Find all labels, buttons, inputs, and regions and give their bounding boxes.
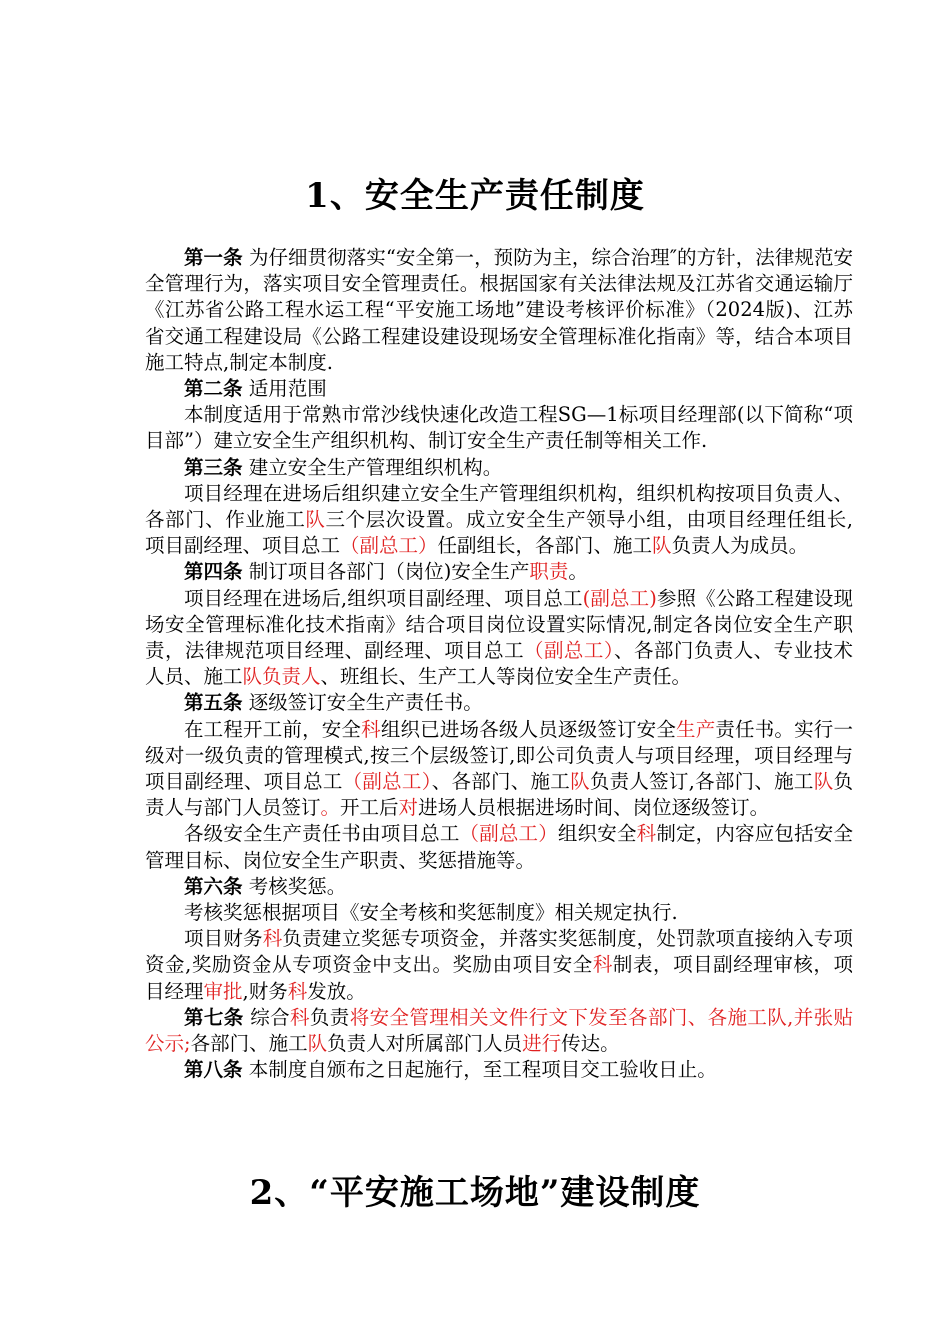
- paragraph-text: 参照《公路工程建设现场安全管理标准化技术指南》结合项目岗位设置实际情况,制定各岗位安全生产职责，法律规范项目经理、副经理、项目总工: [145, 586, 853, 663]
- highlighted-text: 队: [813, 770, 834, 794]
- highlighted-text: 队: [570, 770, 590, 794]
- paragraph-text: 制表，项目副经理审核，项目经理: [145, 953, 853, 1003]
- highlighted-text: 科: [592, 953, 613, 977]
- paragraph-text: 综合: [243, 1005, 291, 1029]
- paragraph-text: 负责: [309, 1005, 350, 1029]
- paragraph-text: 适用范围: [242, 377, 327, 401]
- article-number: 第六条: [184, 874, 243, 898]
- paragraph-text: 进场人员根据进场时间、岗位逐级签订。: [418, 796, 770, 820]
- document-title: 1、安全生产责任制度: [305, 176, 645, 216]
- highlighted-text: 进行: [522, 1032, 562, 1056]
- paragraph-text: 负责人为成员。: [671, 534, 809, 558]
- paragraph: [145, 245, 853, 376]
- paragraph: [145, 690, 853, 716]
- paragraph-text: 负责人与部门人员签订: [145, 770, 853, 820]
- paragraph-text: 项目财务: [184, 927, 263, 951]
- paragraph-text: 负责人签订,各部门、施工: [589, 770, 814, 794]
- highlighted-text: 科: [290, 1005, 310, 1029]
- highlighted-text: 队: [652, 534, 672, 558]
- highlighted-text: （副总工）: [342, 770, 432, 794]
- paragraph-text: 考核奖惩。: [242, 874, 347, 898]
- highlighted-text: 审批: [203, 979, 243, 1003]
- highlighted-text: 科: [287, 979, 308, 1003]
- paragraph-text: 项目经理在进场后,组织项目副经理、项目总工: [184, 586, 583, 610]
- highlighted-text: 队: [305, 508, 326, 532]
- article-number: 第三条: [184, 455, 243, 479]
- paragraph: [145, 559, 853, 585]
- highlighted-text: 生产: [676, 717, 716, 741]
- paragraph-text: 。: [568, 560, 588, 584]
- highlighted-text: 将安全管理相关文件行文下发至各部门、各施工队,并张贴公示;: [145, 1005, 853, 1056]
- paragraph-text: 、班组长、生产工人等岗位安全生产责任。: [320, 665, 692, 689]
- paragraph-text: 制订项目各部门（岗位)安全生产: [242, 560, 530, 584]
- paragraph-text: 各部门、施工: [190, 1032, 308, 1056]
- paragraph-text: 逐级签订安全生产责任书。: [242, 691, 483, 715]
- paragraph: [145, 376, 853, 402]
- highlighted-text: (副总工): [582, 586, 657, 610]
- paragraph-text: 负责建立奖惩专项资金，并落实奖惩制度，处罚款项直接纳入专项资金,奖励资金从专项资金中支出。奖励由项目安全: [145, 927, 853, 977]
- highlighted-text: 队负责人: [242, 665, 321, 689]
- highlighted-text: 职责: [529, 560, 569, 584]
- paragraph-text: 建立安全生产管理组织机构。: [242, 455, 503, 479]
- paragraph-text: 为仔细贯彻落实“安全第一，预防为主，综合治理″的方针，法律规范安全管理行为，落实项目安全管理责任。根据国家有关法律法规及江苏省交通运输厅《江苏省公路工程水运工程“平安施工场地”建设考核评价标准》（2024版)、江苏省交通工程建设局《公路工程建设建设现场安全管理标准化指南》等，结合本项目施工特点,制定本制度.: [145, 246, 853, 374]
- paragraph-text: 各级安全生产责任书由项目总工: [184, 822, 460, 846]
- paragraph: [145, 874, 853, 900]
- paragraph-text: 三个层次设置。成立安全生产领导小组，由项目经理任组长,项目副经理、项目总工: [145, 508, 853, 558]
- highlighted-text: 科: [636, 822, 657, 846]
- paragraph: [145, 821, 853, 873]
- paragraph: [145, 1005, 853, 1057]
- article-number: 第一条: [184, 246, 243, 269]
- paragraph-text: 发放。: [307, 979, 366, 1003]
- paragraph-text: 在工程开工前，安全: [184, 717, 362, 741]
- paragraph-text: 考核奖惩根据项目《安全考核和奖惩制度》相关规定执行.: [184, 901, 678, 925]
- paragraph: [145, 455, 853, 481]
- paragraph: [145, 926, 853, 1005]
- article-number: 第五条: [184, 691, 243, 715]
- paragraph-text: 传达。: [561, 1032, 620, 1056]
- document-body: [145, 245, 853, 1084]
- paragraph: [145, 900, 853, 926]
- highlighted-text: 。: [320, 796, 341, 820]
- article-number: 第八条: [184, 1058, 243, 1082]
- paragraph-text: 项目经理在进场后组织建立安全生产管理组织机构，组织机构按项目负责人、各部门、作业施工: [145, 481, 853, 532]
- article-number: 第四条: [184, 560, 243, 584]
- paragraph: [145, 402, 853, 454]
- paragraph: [145, 1057, 853, 1083]
- article-number: 第七条: [184, 1005, 244, 1029]
- paragraph-text: 本制度自颁布之日起施行，至工程项目交工验收日止。: [242, 1058, 717, 1082]
- paragraph-text: 开工后: [340, 796, 399, 820]
- highlighted-text: 科: [361, 717, 381, 741]
- paragraph-text: 、各部门、施工: [431, 770, 571, 794]
- paragraph-text: 制定，内容应包括安全管理目标、岗位安全生产职责、奖惩措施等。: [145, 822, 853, 872]
- paragraph-text: 本制度适用于常熟市常沙线快速化改造工程SG—1标项目经理部(以下简称“项目部”）建立安全生产组织机构、制订安全生产责任制等相关工作.: [145, 403, 853, 453]
- next-section-title: 2、“平安施工场地”建设制度: [249, 1173, 701, 1213]
- paragraph-text: 组织已进场各级人员逐级签订安全: [380, 717, 677, 741]
- paragraph-text: 任副组长，各部门、施工: [437, 534, 653, 558]
- highlighted-text: （副总工）: [340, 534, 438, 558]
- paragraph-text: 、各部门负责人、专业技术人员、施工: [145, 639, 853, 689]
- paragraph-text: ,财务: [242, 979, 288, 1003]
- highlighted-text: （副总工）: [524, 639, 615, 663]
- paragraph: [145, 586, 853, 691]
- paragraph-text: 负责人对所属部门人员: [327, 1032, 523, 1056]
- paragraph-text: 组织安全: [557, 822, 637, 846]
- highlighted-text: 对: [398, 796, 419, 820]
- highlighted-text: （副总工）: [459, 822, 558, 846]
- paragraph: [145, 481, 853, 560]
- highlighted-text: 科: [262, 927, 283, 951]
- highlighted-text: 队: [307, 1032, 328, 1056]
- article-number: 第二条: [184, 377, 243, 401]
- paragraph: [145, 717, 853, 822]
- paragraph-text: 责任书。实行一级对一级负责的管理模式,按三个层级签订,即公司负责人与项目经理，项目经理与项目副经理、项目总工: [145, 717, 853, 794]
